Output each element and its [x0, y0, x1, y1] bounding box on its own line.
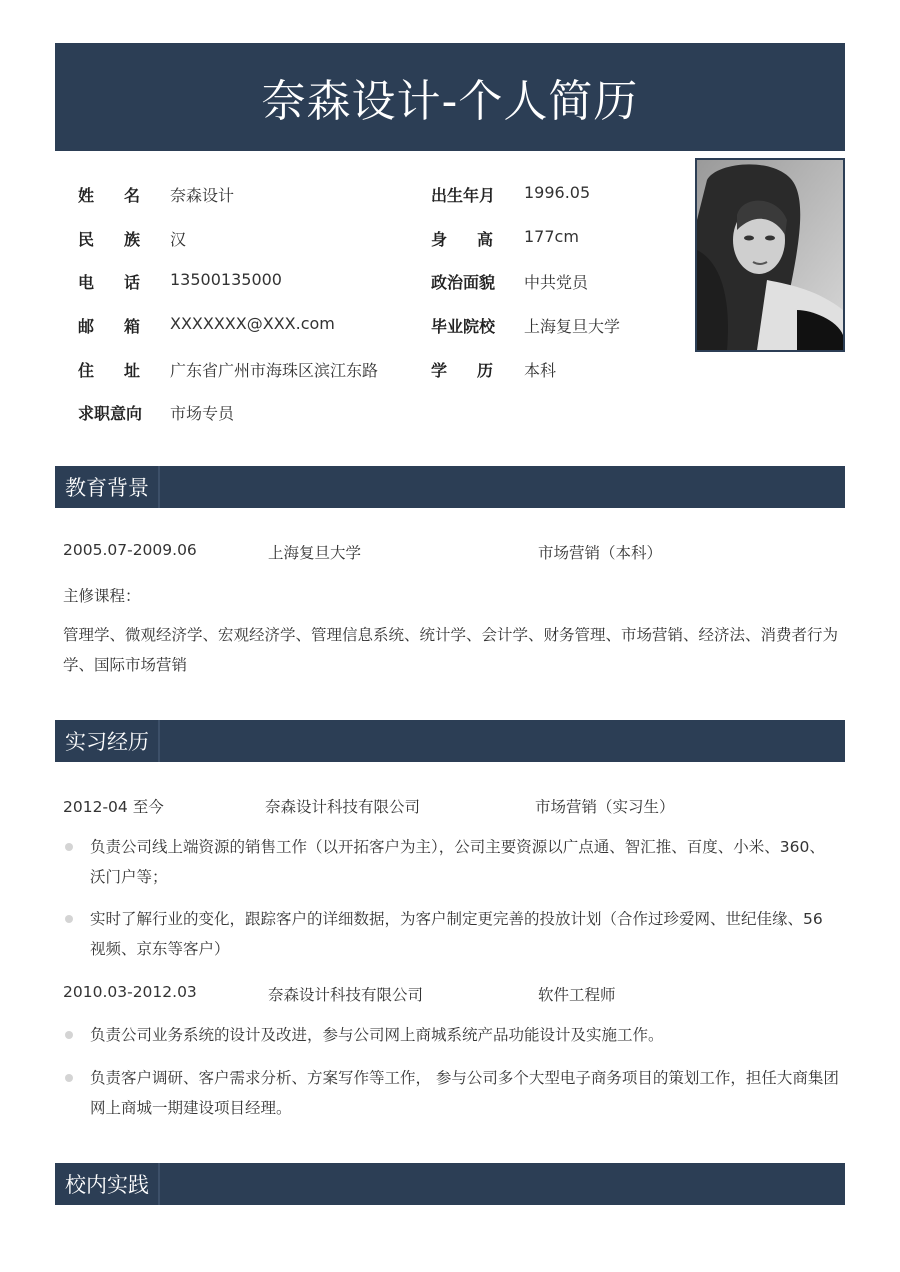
phone-label: 电 话	[78, 273, 140, 292]
education-school: 上海复旦大学	[268, 544, 362, 562]
politics-label: 政治面貌	[431, 273, 496, 292]
job-1-company: 奈森设计科技有限公司	[265, 798, 421, 816]
job-1-role: 市场营销（实习生）	[535, 798, 675, 816]
email-label: 邮 箱	[78, 317, 140, 336]
internship-section-header	[55, 720, 845, 762]
job-1-period: 2012-04 至今	[63, 798, 164, 816]
bullet-icon	[65, 915, 73, 923]
ethnicity-value: 汉	[170, 230, 187, 249]
portrait-image	[697, 160, 843, 350]
objective-label: 求职意向	[78, 404, 143, 423]
job-2-period: 2010.03-2012.03	[63, 983, 197, 1001]
resume-title: 奈森设计-个人简历	[55, 43, 845, 151]
education-section-header	[55, 466, 845, 508]
courses-label: 主修课程：	[63, 587, 141, 605]
birth-label: 出生年月	[431, 186, 496, 205]
bullet-icon	[65, 1074, 73, 1082]
name-value: 奈森设计	[170, 186, 235, 205]
profile-photo	[695, 158, 845, 352]
school-label: 毕业院校	[431, 317, 496, 336]
email-value: XXXXXXX@XXX.com	[170, 314, 335, 333]
job-1-item-1: 负责公司线上端资源的销售工作（以开拓客户为主），公司主要资源以广点通、智汇推、百度、小米、360、沃门户等；	[90, 838, 825, 886]
objective-value: 市场专员	[170, 404, 235, 423]
height-value: 177cm	[524, 227, 579, 246]
height-label: 身 高	[431, 230, 493, 249]
job-2-role: 软件工程师	[538, 986, 616, 1004]
campus-section-header	[55, 1163, 845, 1205]
school-value: 上海复旦大学	[524, 317, 621, 336]
ethnicity-label: 民 族	[78, 230, 140, 249]
degree-label: 学 历	[431, 361, 493, 380]
address-label: 住 址	[78, 361, 140, 380]
degree-value: 本科	[524, 361, 557, 380]
job-2-item-2: 负责客户调研、客户需求分析、方案写作等工作， 参与公司多个大型电子商务项目的策划工作，担任大商集团网上商城一期建设项目经理。	[90, 1069, 839, 1117]
job-2-company: 奈森设计科技有限公司	[268, 986, 424, 1004]
job-2-item-1: 负责公司业务系统的设计及改进，参与公司网上商城系统产品功能设计及实施工作。	[90, 1026, 664, 1044]
birth-value: 1996.05	[524, 183, 591, 202]
internship-heading: 实习经历	[55, 720, 160, 762]
campus-heading: 校内实践	[55, 1163, 160, 1205]
courses-list: 管理学、微观经济学、宏观经济学、管理信息系统、统计学、会计学、财务管理、市场营销、经济法、消费者行为学、国际市场营销	[63, 626, 839, 674]
address-value: 广东省广州市海珠区滨江东路	[170, 361, 379, 380]
phone-value: 13500135000	[170, 270, 282, 289]
name-label: 姓 名	[78, 186, 140, 205]
bullet-icon	[65, 1031, 73, 1039]
bullet-icon	[65, 843, 73, 851]
politics-value: 中共党员	[524, 273, 589, 292]
education-major: 市场营销（本科）	[538, 544, 663, 562]
job-1-item-2: 实时了解行业的变化，跟踪客户的详细数据，为客户制定更完善的投放计划（合作过珍爱网、世纪佳缘、56 视频、京东等客户）	[90, 910, 823, 958]
education-period: 2005.07-2009.06	[63, 541, 197, 559]
education-heading: 教育背景	[55, 466, 160, 508]
